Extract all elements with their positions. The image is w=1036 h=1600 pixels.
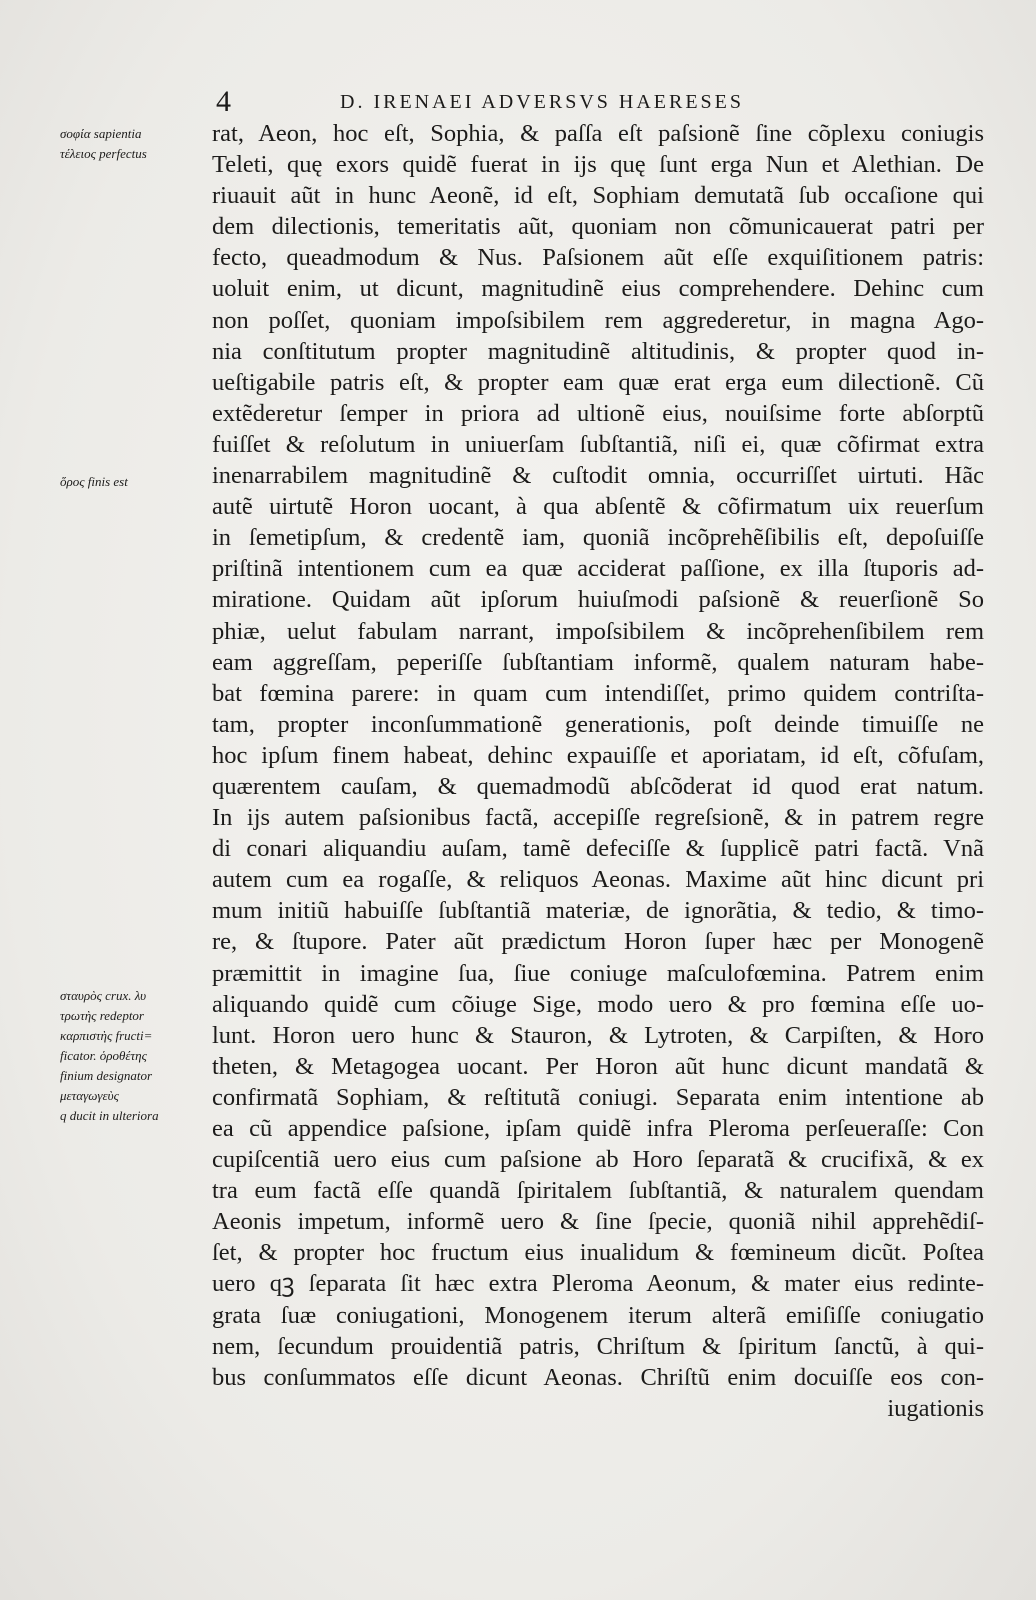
marginal-note-sophia	[60, 124, 210, 164]
marginal-line: τρωτὴς redeptor	[60, 1008, 144, 1023]
text-line: tra eum factã eſſe quandã ſpiritalem ſubſtantiã, & naturalem quendam	[212, 1177, 984, 1205]
text-line: inenarrabilem magnitudinẽ & cuſtodit omnia, occurriſſet uirtuti. Hãc	[212, 462, 984, 490]
text-line: autem cum ea rogaſſe, & reliquos Aeonas. Maxime aũt hinc dicunt pri	[212, 866, 984, 894]
text-line: autẽ uirtutẽ Horon uocant, à qua abſentẽ & cõfirmatum uix reuerſum	[212, 493, 984, 521]
text-line: iugationis	[887, 1394, 984, 1422]
text-line: ſet, & propter hoc fructum eius inualidum & fœmineum dicũt. Poſtea	[212, 1239, 984, 1267]
text-line: uero qꝫ ſeparata ſit hæc extra Pleroma Aeonum, & mater eius redinte-	[212, 1270, 984, 1298]
text-line: miratione. Quidam aũt ipſorum huiuſmodi paſsionẽ & reuerſionẽ So	[212, 586, 984, 614]
text-line: hoc ipſum finem habeat, dehinc expauiſſe et aporiatam, id eſt, cõfuſam,	[212, 741, 984, 769]
marginal-line: σοφία sapientia	[60, 126, 142, 141]
text-line: bus conſummatos eſſe dicunt Aeonas. Chriſtũ enim docuiſſe eos con-	[212, 1363, 984, 1391]
marginal-line: μεταγωγεὺς	[60, 1088, 119, 1103]
marginal-line: finium designator	[60, 1068, 153, 1083]
text-line: fecto, queadmodum & Nus. Paſsionem aũt eſſe exquiſitionem patris:	[212, 244, 984, 272]
text-line: lunt. Horon uero hunc & Stauron, & Lytroten, & Carpiſten, & Horo	[212, 1021, 984, 1049]
text-line: rat, Aeon, hoc eſt, Sophia, & paſſa eſt paſsionẽ ſine cõplexu coniugis	[212, 120, 984, 147]
text-line: dem dilectionis, temeritatis aũt, quoniam non cõmunicauerat patri per	[212, 213, 984, 241]
text-line: præmittit in imagine ſua, ſiue coniuge maſculofœmina. Patrem enim	[212, 959, 984, 987]
body-text	[212, 118, 984, 1424]
text-line: eam aggreſſam, peperiſſe ſubſtantiam informẽ, qualem naturam habe-	[212, 648, 984, 676]
marginal-note-stauros	[60, 986, 210, 1126]
running-title: D. IRENAEI ADVERSVS HAERESES	[340, 91, 745, 113]
text-line: In ijs autem paſsionibus factã, accepiſſe regreſsionẽ, & in patrem regre	[212, 804, 984, 832]
text-line: confirmatã Sophiam, & reſtitutã coniugi. Separata enim intentione ab	[212, 1083, 984, 1111]
text-line: cupiſcentiã uero eius cum paſsione ab Horo ſeparatã & crucifixã, & ex	[212, 1146, 984, 1174]
page-number: 4	[216, 85, 231, 118]
text-line: nia conſtitutum propter magnitudinẽ altitudinis, & propter quod in-	[212, 337, 984, 365]
text-line: in ſemetipſum, & credentẽ iam, quoniã incõprehẽſibilis eſt, depoſuiſſe	[212, 524, 984, 552]
text-line: nem, ſecundum prouidentiã patris, Chriſtum & ſpiritum ſanctũ, à qui-	[212, 1332, 984, 1360]
marginal-line: καρπιστὴς fructi=	[60, 1028, 153, 1043]
text-line: aliquando quidẽ cum cõiuge Sige, modo uero & pro fœmina eſſe uo-	[212, 990, 984, 1018]
text-line: priſtinã intentionem cum ea quæ acciderat paſſione, ex illa ſtuporis ad-	[212, 555, 984, 583]
text-line: non poſſet, quoniam impoſsibilem rem aggrederetur, in magna Ago-	[212, 306, 984, 334]
text-line: grata ſuæ coniugationi, Monogenem iterum alterã emiſiſſe coniugatio	[212, 1301, 984, 1329]
text-line: ea cũ appendice paſsione, ipſam quidẽ infra Pleroma perſeueraſſe: Con	[212, 1115, 984, 1142]
text-line: di conari aliquandiu auſam, tamẽ defeciſſe & ſupplicẽ patri factã. Vnã	[212, 835, 984, 863]
text-line: uoluit enim, ut dicunt, magnitudinẽ eius comprehendere. Dehinc cum	[212, 275, 984, 303]
text-line: Teleti, quę exors quidẽ fuerat in ijs quę ſunt erga Nun et Alethian. De	[212, 151, 984, 179]
text-line: mum initiũ habuiſſe ſubſtantiã materiæ, de ignorãtia, & tedio, & timo-	[212, 897, 984, 925]
marginal-line: q ducit in ulteriora	[60, 1108, 159, 1123]
marginal-line: τέλειος perfectus	[60, 146, 147, 161]
text-line: fuiſſet & reſolutum in uniuerſam ſubſtantiã, niſi ei, quæ cõfirmat extra	[212, 430, 984, 458]
text-line: riuauit aũt in hunc Aeonẽ, id eſt, Sophiam demutatã ſub occaſione qui	[212, 182, 984, 210]
text-line: tam, propter inconſummationẽ generationis, poſt deinde timuiſſe ne	[212, 710, 984, 738]
text-line: phiæ, uelut fabulam narrant, impoſsibilem & incõprehenſibilem rem	[212, 617, 984, 645]
text-line: theten, & Metagogea uocant. Per Horon aũt hunc dicunt mandatã &	[212, 1052, 984, 1080]
marginal-line: ὅρος finis est	[60, 474, 128, 489]
marginal-line: σταυρὸς crux. λυ	[60, 988, 147, 1003]
marginal-line: ficator. ὁροθέτης	[60, 1048, 147, 1063]
page-header	[0, 84, 1036, 120]
text-line: ueſtigabile patris eſt, & propter eam quæ erat erga eum dilectionẽ. Cũ	[212, 368, 984, 396]
text-line: bat fœmina parere: in quam cum intendiſſet, primo quidem contriſta-	[212, 679, 984, 707]
text-line: extẽderetur ſemper in priora ad ultionẽ eius, nouiſsime forte abſorptũ	[212, 399, 984, 427]
marginal-note-horos	[60, 472, 210, 492]
text-line: Aeonis impetum, informẽ uero & ſine ſpecie, quoniã nihil apprehẽdiſ-	[212, 1208, 984, 1236]
text-line: re, & ſtupore. Pater aũt prædictum Horon ſuper hæc per Monogenẽ	[212, 928, 984, 956]
text-line: quærentem cauſam, & quemadmodũ abſcõderat id quod erat natum.	[212, 772, 984, 800]
